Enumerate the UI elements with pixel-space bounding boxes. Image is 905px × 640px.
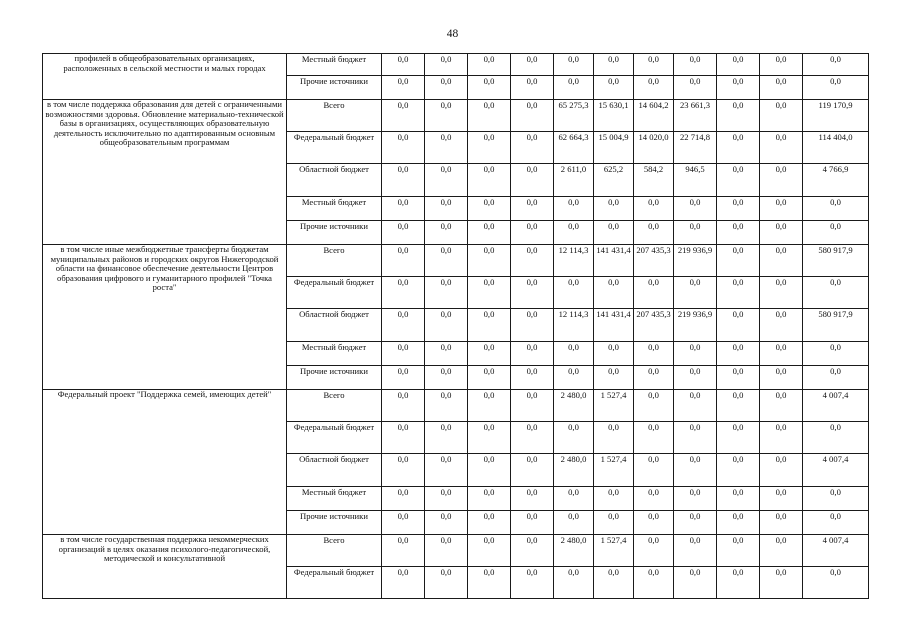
value-cell: 62 664,3 [554,132,594,164]
value-cell: 0,0 [717,366,760,390]
value-cell: 0,0 [382,197,425,221]
value-cell: 0,0 [511,277,554,309]
value-cell: 0,0 [425,422,468,454]
value-cell: 0,0 [634,422,674,454]
value-cell: 0,0 [468,390,511,422]
value-cell: 0,0 [468,100,511,132]
value-cell: 0,0 [425,197,468,221]
value-cell: 0,0 [717,221,760,245]
value-cell: 207 435,3 [634,245,674,277]
value-cell: 0,0 [511,245,554,277]
value-cell: 0,0 [511,100,554,132]
value-cell: 0,0 [468,245,511,277]
total-cell: 0,0 [803,567,869,599]
program-description: Федеральный проект "Поддержка семей, имеющих детей" [43,390,287,535]
value-cell: 0,0 [717,100,760,132]
value-cell: 0,0 [674,342,717,366]
value-cell: 0,0 [760,76,803,100]
value-cell: 0,0 [468,221,511,245]
value-cell: 0,0 [554,54,594,76]
funding-source: Федеральный бюджет [287,567,382,599]
value-cell: 0,0 [760,487,803,511]
value-cell: 0,0 [674,567,717,599]
budget-table [42,53,869,599]
value-cell: 0,0 [468,197,511,221]
value-cell: 0,0 [511,197,554,221]
value-cell: 1 527,4 [594,535,634,567]
value-cell: 0,0 [594,221,634,245]
value-cell: 0,0 [674,221,717,245]
value-cell: 22 714,8 [674,132,717,164]
funding-source: Местный бюджет [287,197,382,221]
value-cell: 0,0 [382,366,425,390]
value-cell: 0,0 [634,366,674,390]
value-cell: 0,0 [554,366,594,390]
total-cell: 0,0 [803,511,869,535]
value-cell: 0,0 [382,54,425,76]
value-cell: 0,0 [674,535,717,567]
value-cell: 207 435,3 [634,309,674,342]
value-cell: 0,0 [468,132,511,164]
funding-source: Областной бюджет [287,309,382,342]
value-cell: 0,0 [760,366,803,390]
value-cell: 0,0 [674,454,717,487]
value-cell: 0,0 [511,342,554,366]
value-cell: 0,0 [674,487,717,511]
value-cell: 0,0 [760,309,803,342]
value-cell: 0,0 [760,221,803,245]
value-cell: 0,0 [425,309,468,342]
value-cell: 0,0 [717,422,760,454]
funding-source: Местный бюджет [287,342,382,366]
value-cell: 0,0 [382,342,425,366]
value-cell: 0,0 [511,535,554,567]
value-cell: 0,0 [717,76,760,100]
value-cell: 0,0 [760,390,803,422]
value-cell: 0,0 [382,164,425,197]
value-cell: 0,0 [634,567,674,599]
funding-source: Прочие источники [287,221,382,245]
value-cell: 0,0 [554,487,594,511]
value-cell: 0,0 [382,454,425,487]
total-cell: 0,0 [803,76,869,100]
value-cell: 0,0 [382,390,425,422]
total-cell: 4 007,4 [803,535,869,567]
value-cell: 0,0 [760,245,803,277]
value-cell: 0,0 [425,567,468,599]
value-cell: 0,0 [425,54,468,76]
table-row [43,535,869,567]
table-row [43,245,869,277]
value-cell: 0,0 [760,511,803,535]
total-cell: 0,0 [803,342,869,366]
value-cell: 0,0 [717,197,760,221]
funding-source: Прочие источники [287,366,382,390]
value-cell: 2 480,0 [554,535,594,567]
total-cell: 0,0 [803,422,869,454]
value-cell: 0,0 [634,197,674,221]
value-cell: 0,0 [468,76,511,100]
total-cell: 0,0 [803,54,869,76]
value-cell: 0,0 [511,54,554,76]
value-cell: 0,0 [511,454,554,487]
value-cell: 0,0 [674,422,717,454]
program-description: в том числе иные межбюджетные трансферты бюджетам муниципальных районов и городских округов Нижегородской области на финансовое обеспечение деятельности Центров образования цифрового и гуманитарного профилей "Точка роста" [43,245,287,390]
value-cell: 0,0 [760,342,803,366]
value-cell: 0,0 [554,197,594,221]
value-cell: 0,0 [760,422,803,454]
funding-source: Прочие источники [287,511,382,535]
value-cell: 0,0 [382,100,425,132]
value-cell: 0,0 [468,422,511,454]
value-cell: 0,0 [554,277,594,309]
program-description: в том числе государственная поддержка некоммерческих организаций в целях оказания психолого-педагогической, методической и консультативной [43,535,287,599]
total-cell: 4 007,4 [803,454,869,487]
program-description: в том числе поддержка образования для детей с ограниченными возможностями здоровья. Обновление материально-технической базы в организациях, осуществляющих образовательную деятельность исключительно по адаптированным основным общеобразовательным программам [43,100,287,245]
value-cell: 0,0 [674,511,717,535]
value-cell: 0,0 [674,197,717,221]
value-cell: 0,0 [554,221,594,245]
value-cell: 0,0 [425,132,468,164]
value-cell: 0,0 [760,454,803,487]
value-cell: 0,0 [674,54,717,76]
funding-source: Местный бюджет [287,487,382,511]
funding-source: Прочие источники [287,76,382,100]
value-cell: 0,0 [468,277,511,309]
value-cell: 141 431,4 [594,309,634,342]
value-cell: 0,0 [425,76,468,100]
value-cell: 0,0 [468,366,511,390]
value-cell: 0,0 [382,422,425,454]
value-cell: 0,0 [717,454,760,487]
value-cell: 0,0 [717,535,760,567]
total-cell: 0,0 [803,366,869,390]
value-cell: 0,0 [634,487,674,511]
value-cell: 0,0 [382,277,425,309]
value-cell: 0,0 [554,567,594,599]
value-cell: 0,0 [717,342,760,366]
value-cell: 0,0 [717,567,760,599]
value-cell: 2 480,0 [554,390,594,422]
value-cell: 23 661,3 [674,100,717,132]
value-cell: 0,0 [382,221,425,245]
value-cell: 0,0 [511,164,554,197]
value-cell: 0,0 [594,197,634,221]
value-cell: 0,0 [674,390,717,422]
value-cell: 0,0 [760,277,803,309]
funding-source: Федеральный бюджет [287,277,382,309]
value-cell: 141 431,4 [594,245,634,277]
table-row [43,100,869,132]
value-cell: 0,0 [468,511,511,535]
value-cell: 0,0 [511,422,554,454]
value-cell: 0,0 [382,487,425,511]
value-cell: 0,0 [425,390,468,422]
value-cell: 0,0 [511,76,554,100]
value-cell: 0,0 [425,535,468,567]
page-number: 48 [446,28,459,40]
value-cell: 0,0 [674,366,717,390]
value-cell: 0,0 [425,100,468,132]
value-cell: 0,0 [594,76,634,100]
value-cell: 0,0 [425,454,468,487]
value-cell: 0,0 [425,487,468,511]
value-cell: 0,0 [594,366,634,390]
value-cell: 0,0 [634,76,674,100]
value-cell: 0,0 [468,454,511,487]
value-cell: 14 020,0 [634,132,674,164]
value-cell: 0,0 [511,511,554,535]
value-cell: 0,0 [594,487,634,511]
value-cell: 0,0 [760,54,803,76]
value-cell: 0,0 [717,309,760,342]
value-cell: 0,0 [511,309,554,342]
total-cell: 4 766,9 [803,164,869,197]
value-cell: 0,0 [760,164,803,197]
total-cell: 580 917,9 [803,245,869,277]
value-cell: 0,0 [511,487,554,511]
total-cell: 119 170,9 [803,100,869,132]
total-cell: 4 007,4 [803,390,869,422]
value-cell: 12 114,3 [554,245,594,277]
funding-source: Всего [287,535,382,567]
value-cell: 0,0 [634,454,674,487]
value-cell: 0,0 [468,535,511,567]
value-cell: 0,0 [760,132,803,164]
value-cell: 12 114,3 [554,309,594,342]
funding-source: Областной бюджет [287,454,382,487]
value-cell: 0,0 [634,511,674,535]
value-cell: 0,0 [554,76,594,100]
value-cell: 0,0 [674,76,717,100]
program-description: профилей в общеобразовательных организациях, расположенных в сельской местности и малых городах [43,54,287,100]
value-cell: 0,0 [425,245,468,277]
funding-source: Всего [287,100,382,132]
value-cell: 0,0 [425,511,468,535]
value-cell: 0,0 [382,245,425,277]
table-row [43,54,869,76]
value-cell: 584,2 [634,164,674,197]
value-cell: 15 004,9 [594,132,634,164]
value-cell: 0,0 [717,511,760,535]
value-cell: 0,0 [717,54,760,76]
value-cell: 0,0 [634,390,674,422]
total-cell: 0,0 [803,197,869,221]
value-cell: 0,0 [382,535,425,567]
value-cell: 0,0 [382,76,425,100]
table-row [43,390,869,422]
value-cell: 0,0 [594,567,634,599]
value-cell: 0,0 [511,132,554,164]
value-cell: 219 936,9 [674,245,717,277]
value-cell: 0,0 [760,197,803,221]
value-cell: 946,5 [674,164,717,197]
value-cell: 0,0 [425,164,468,197]
value-cell: 0,0 [511,567,554,599]
value-cell: 14 604,2 [634,100,674,132]
value-cell: 0,0 [554,342,594,366]
funding-source: Областной бюджет [287,164,382,197]
value-cell: 0,0 [382,132,425,164]
total-cell: 0,0 [803,487,869,511]
value-cell: 0,0 [594,342,634,366]
value-cell: 0,0 [634,535,674,567]
total-cell: 0,0 [803,277,869,309]
value-cell: 0,0 [717,487,760,511]
value-cell: 0,0 [717,277,760,309]
funding-source: Федеральный бюджет [287,132,382,164]
value-cell: 0,0 [594,277,634,309]
total-cell: 114 404,0 [803,132,869,164]
total-cell: 0,0 [803,221,869,245]
value-cell: 0,0 [594,511,634,535]
funding-source: Всего [287,390,382,422]
funding-source: Местный бюджет [287,54,382,76]
value-cell: 219 936,9 [674,309,717,342]
value-cell: 0,0 [468,164,511,197]
value-cell: 0,0 [760,567,803,599]
value-cell: 0,0 [382,567,425,599]
value-cell: 0,0 [382,309,425,342]
value-cell: 0,0 [425,366,468,390]
value-cell: 0,0 [594,54,634,76]
value-cell: 0,0 [425,342,468,366]
value-cell: 0,0 [511,390,554,422]
value-cell: 0,0 [717,390,760,422]
value-cell: 0,0 [634,221,674,245]
value-cell: 0,0 [634,342,674,366]
value-cell: 0,0 [554,422,594,454]
total-cell: 580 917,9 [803,309,869,342]
value-cell: 0,0 [760,535,803,567]
value-cell: 0,0 [468,487,511,511]
value-cell: 0,0 [760,100,803,132]
value-cell: 0,0 [554,511,594,535]
value-cell: 15 630,1 [594,100,634,132]
value-cell: 0,0 [425,277,468,309]
value-cell: 0,0 [511,366,554,390]
value-cell: 1 527,4 [594,454,634,487]
value-cell: 0,0 [468,567,511,599]
funding-source: Федеральный бюджет [287,422,382,454]
value-cell: 0,0 [634,54,674,76]
value-cell: 0,0 [674,277,717,309]
value-cell: 2 480,0 [554,454,594,487]
value-cell: 0,0 [511,221,554,245]
value-cell: 0,0 [717,132,760,164]
value-cell: 1 527,4 [594,390,634,422]
value-cell: 0,0 [594,422,634,454]
value-cell: 0,0 [425,221,468,245]
value-cell: 0,0 [468,342,511,366]
value-cell: 0,0 [468,54,511,76]
value-cell: 65 275,3 [554,100,594,132]
value-cell: 0,0 [382,511,425,535]
value-cell: 0,0 [634,277,674,309]
value-cell: 0,0 [717,245,760,277]
funding-source: Всего [287,245,382,277]
value-cell: 0,0 [468,309,511,342]
value-cell: 0,0 [717,164,760,197]
value-cell: 625,2 [594,164,634,197]
value-cell: 2 611,0 [554,164,594,197]
